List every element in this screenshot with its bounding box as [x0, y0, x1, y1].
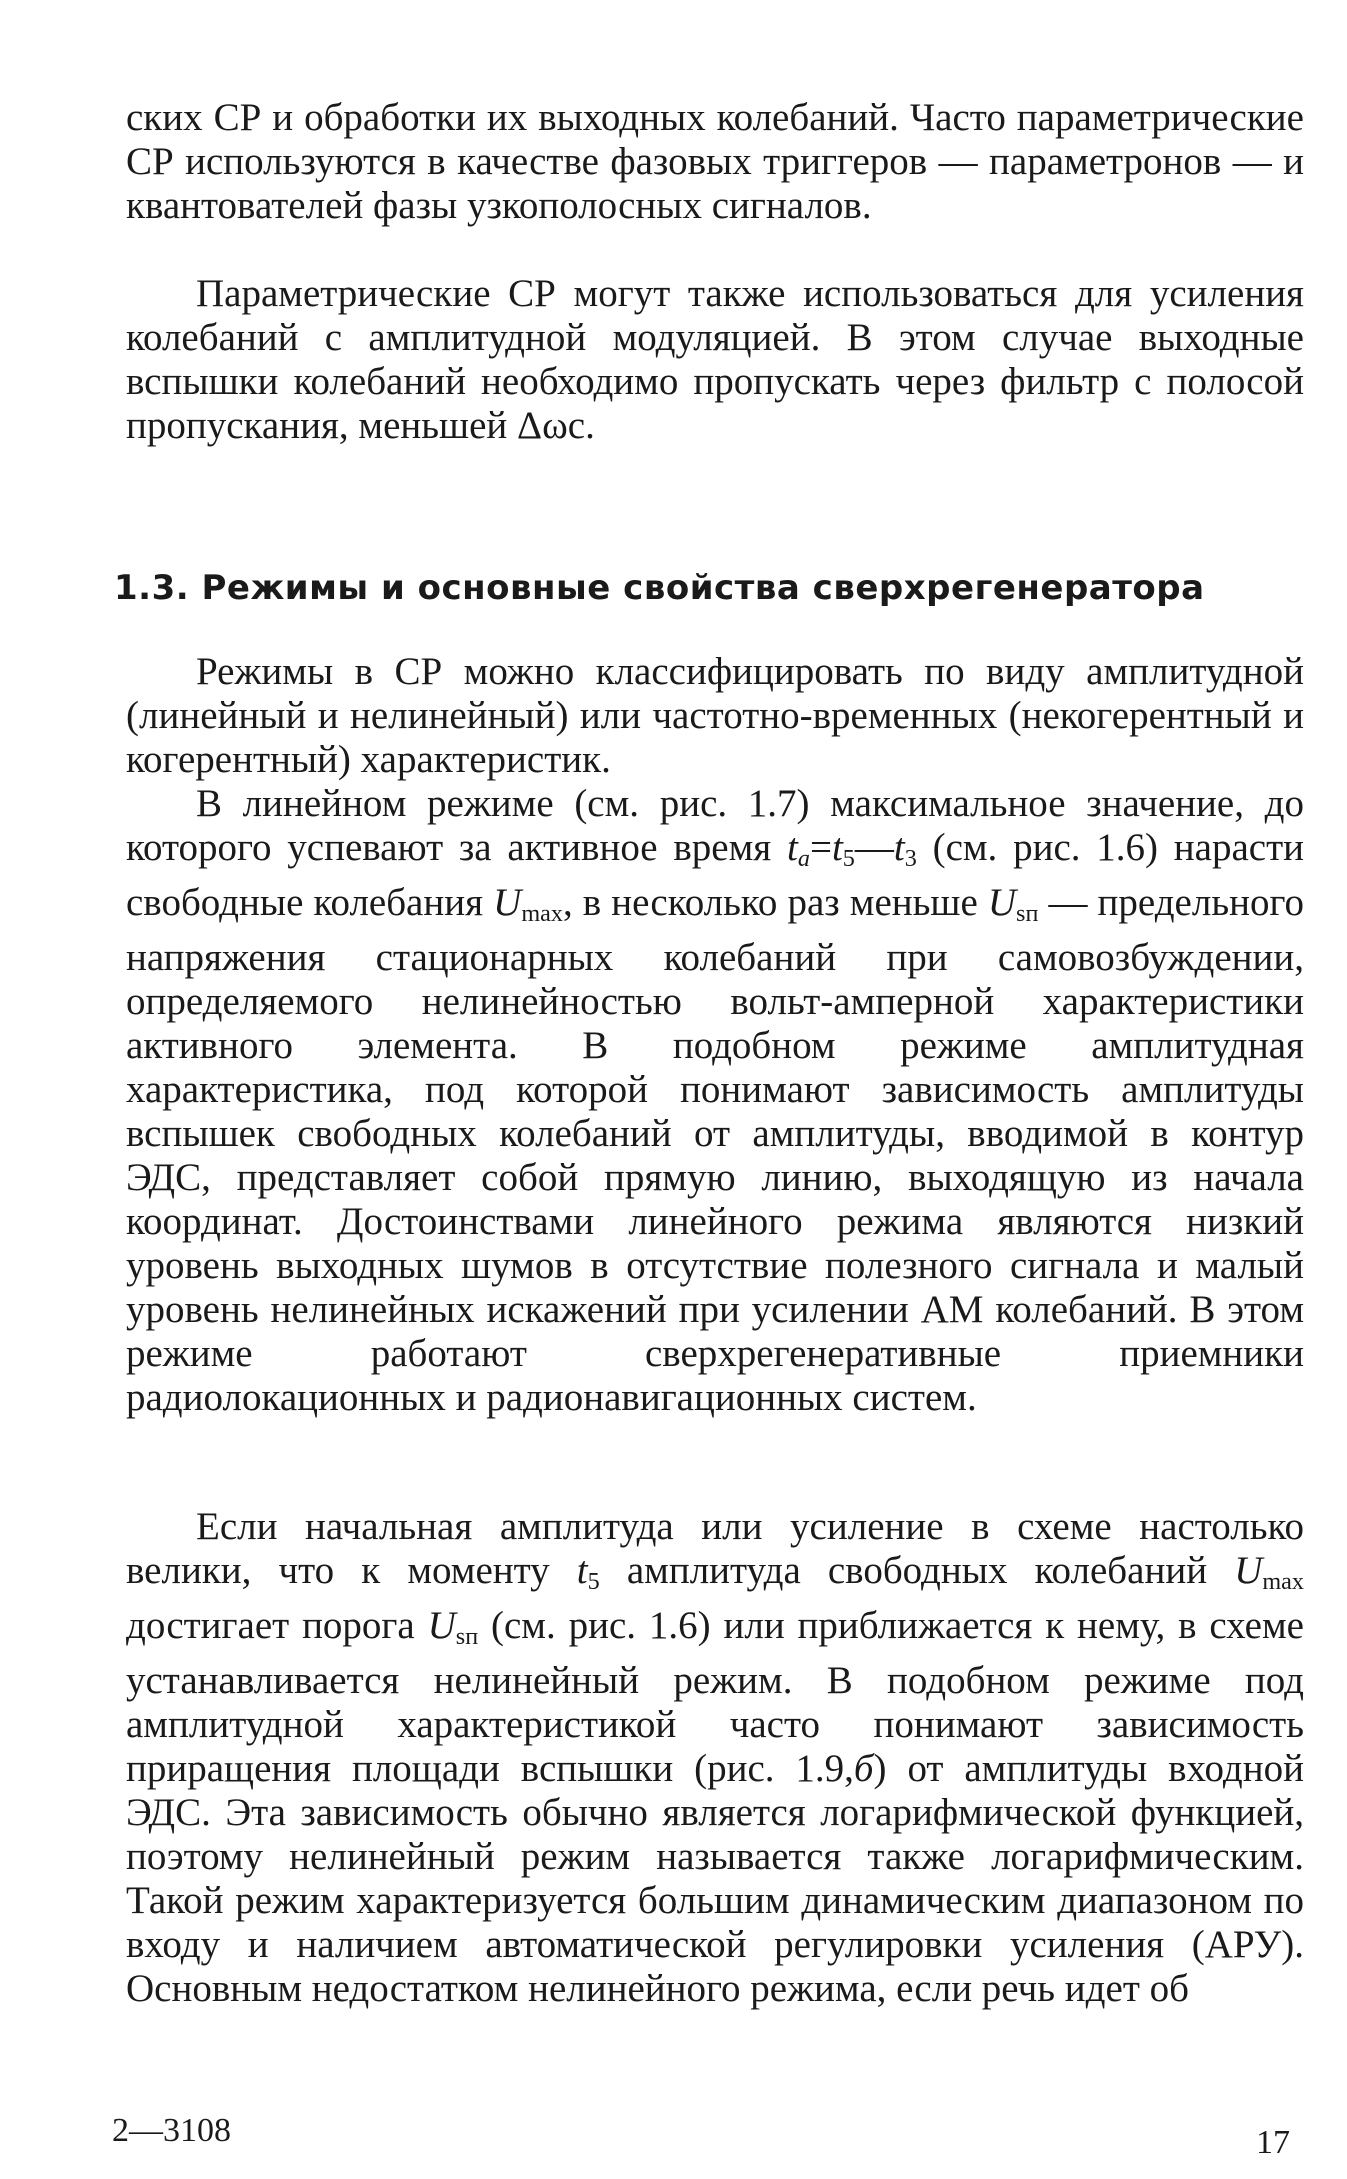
symbol-subscript: max: [521, 900, 563, 928]
paragraph-linear-mode: [126, 782, 1304, 1420]
text-run: (см. рис. 1.6) нарасти свободные колебания: [126, 826, 1304, 925]
text-run: Если начальная амплитуда или усиление в схеме настолько велики, что к моменту: [126, 1505, 1304, 1592]
paragraph-text: Параметрические СР могут также использоваться для усиления колебаний с амплитудной модуляцией. В этом случае выходные вспышки колебаний необходимо пропускать через фильтр с полосой пропускания, меньшей Δωс.: [126, 272, 1304, 447]
paragraph-text: [126, 1505, 1304, 2011]
symbol-subscript: 5: [587, 1568, 600, 1596]
symbol-subscript: sп: [1016, 900, 1039, 928]
symbol-t: t: [787, 826, 798, 869]
text-run: (см. рис. 1.6) или приближается к нему, в схеме устанавливается нелинейный режим. В подобном режиме под амплитудной характеристикой часто понимают зависимость приращения площади вспышки (рис. 1.9,: [126, 1604, 1304, 1791]
section-heading: 1.3. Режимы и основные свойства сверхрегенератора: [114, 568, 1205, 608]
symbol-t: t: [576, 1549, 588, 1592]
text-run: , в несколько раз меньше: [562, 881, 988, 925]
symbol-u: U: [987, 881, 1017, 925]
paragraph-am-amplification: [126, 272, 1304, 448]
paragraph-parametric-triggers: [126, 96, 1304, 228]
paragraph-text: [126, 782, 1304, 1420]
text-run: ) от амплитуды входной ЭДС. Эта зависимость обычно является логарифмической функцией, поэтому нелинейный режим называется также логарифмическим. Такой режим характеризуется большим динамическим диапазоном по входу и наличием автоматической регулировки усиления (АРУ). Основным недостатком нелинейного режима, если речь идет об: [126, 1747, 1304, 2011]
printer-signature: 2—3108: [112, 2112, 231, 2149]
text-run: =: [809, 826, 832, 869]
figure-letter: б: [853, 1747, 874, 1791]
symbol-subscript: 5: [842, 845, 855, 873]
text-run: — предельного напряжения стационарных колебаний при самовозбуждении, определяемого нелинейностью вольт-амперной характеристики активного элемента. В подобном режиме амплитудная характеристика, под которой понимают зависимость амплитуды вспышек свободных колебаний от амплитуды, вводимой в контур ЭДС, представляет собой прямую линию, выходящую из начала координат. Достоинствами линейного режима являются низкий уровень выходных шумов в отсутствие полезного сигнала и малый уровень нелинейных искажений при усилении АМ колебаний. В этом режиме работают сверхрегенеративные приемники радиолокационных и радионавигационных систем.: [126, 881, 1305, 1420]
symbol-u: U: [1234, 1549, 1263, 1592]
symbol-t: t: [893, 826, 905, 869]
symbol-subscript: a: [797, 845, 810, 873]
paragraph-modes-classification: [126, 650, 1304, 782]
paragraph-nonlinear-mode: [126, 1505, 1304, 2011]
symbol-u: U: [493, 881, 522, 925]
text-run: В линейном режиме (см. рис. 1.7) максимальное значение, до которого успевают за активное время: [126, 782, 1304, 869]
text-run: —: [854, 826, 894, 869]
symbol-t: t: [831, 826, 843, 869]
symbol-subscript: 3: [904, 845, 917, 873]
text-run: достигает порога: [126, 1604, 428, 1648]
paragraph-text: Режимы в СР можно классифицировать по виду амплитудной (линейный и нелинейный) или частотно-временных (некогерентный и когерентный) характеристик.: [126, 650, 1304, 781]
page-number: 17: [1256, 2124, 1290, 2161]
symbol-u: U: [427, 1604, 456, 1648]
symbol-subscript: sп: [455, 1623, 479, 1651]
symbol-subscript: max: [1262, 1568, 1304, 1596]
paragraph-text: ских СР и обработки их выходных колебаний. Часто параметрические СР используются в качестве фазовых триггеров — параметронов — и квантователей фазы узкополосных сигналов.: [126, 96, 1304, 227]
text-run: амплитуда свободных колебаний: [599, 1549, 1235, 1592]
